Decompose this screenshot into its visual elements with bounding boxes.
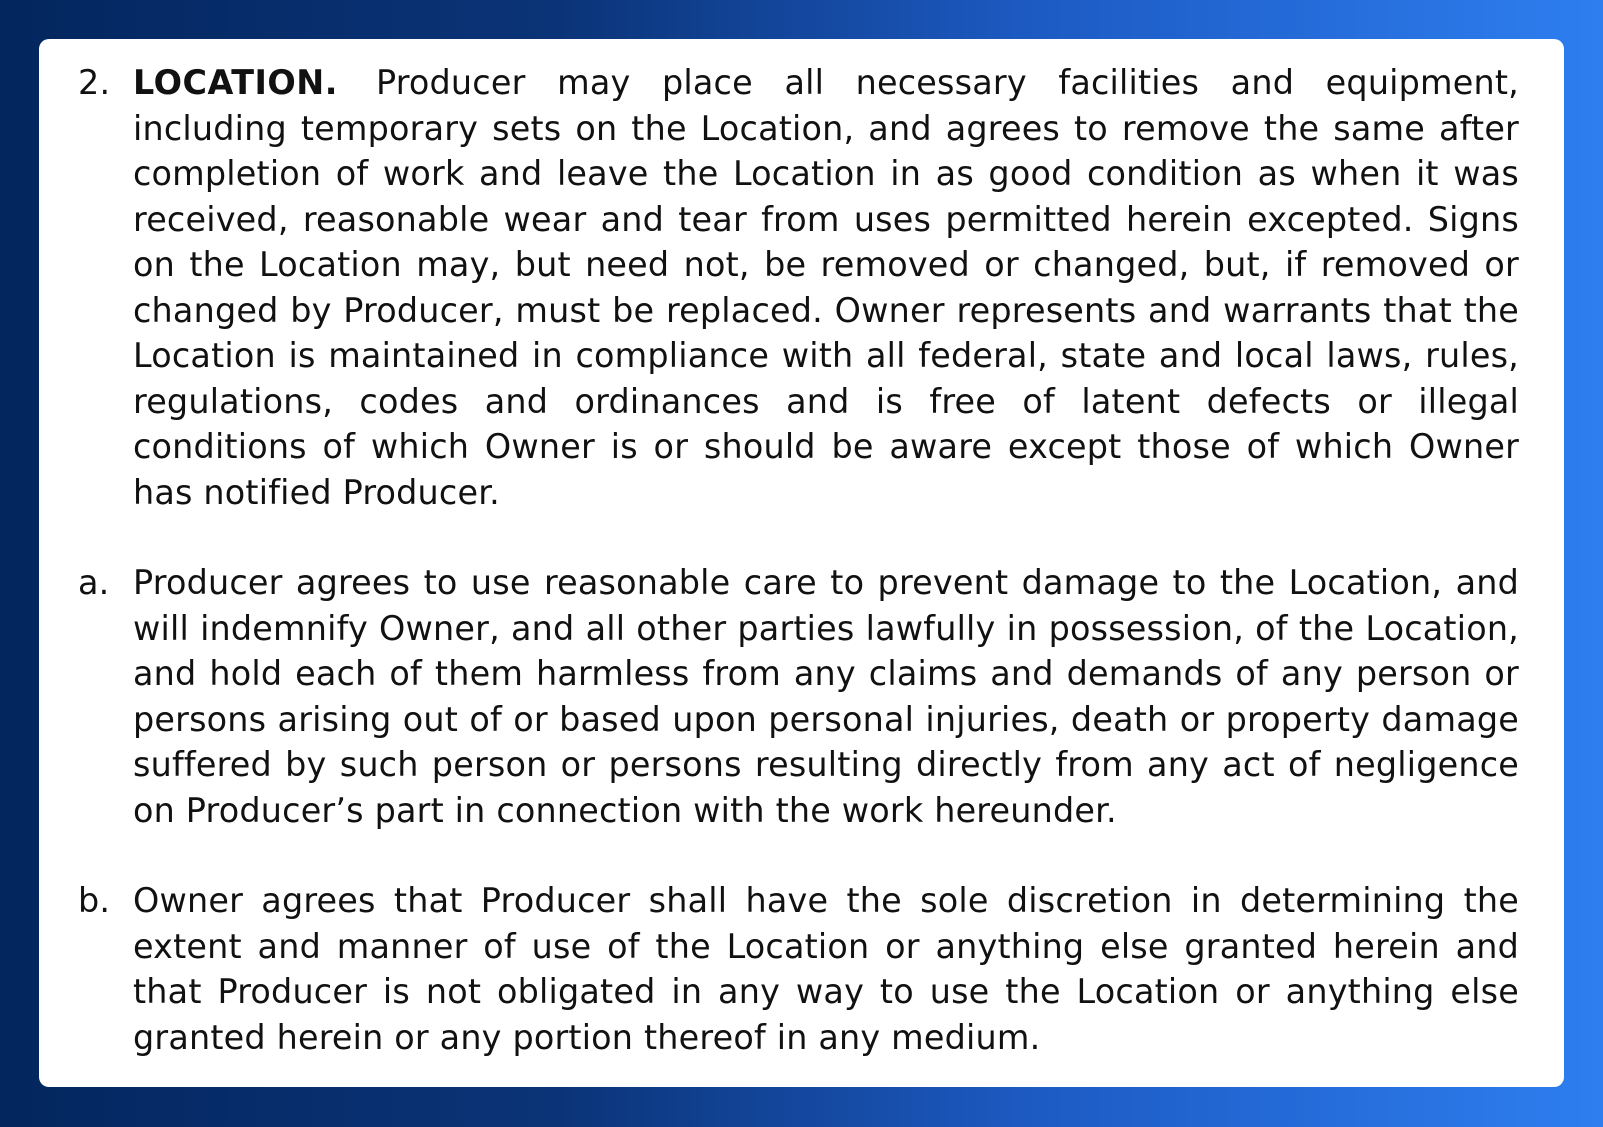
subclause-marker: b. (78, 881, 111, 920)
subclause-text: Owner agrees that Producer shall have the sole discretion in determining the extent and manner of use of the Location or anything else granted herein and that Producer is not obligated in any way to use the Location or anything else granted herein or any portion thereof in any medium. (133, 881, 1519, 1057)
document-card (39, 39, 1564, 1087)
subclause-marker: a. (78, 563, 110, 602)
subclause-text: Producer agrees to use reasonable care to prevent damage to the Location, and will indemnify Owner, and all other parties lawfully in possession, of the Location, and hold each of them harmless from any claims and demands of any person or persons arising out of or based upon personal injuries, death or property damage suffered by such person or persons resulting directly from any act of negligence on Producer’s part in connection with the work hereunder. (133, 563, 1519, 830)
clause-location (78, 60, 1519, 515)
clause-text: Producer may place all necessary facilities and equipment, including temporary sets on the Location, and agrees to remove the same after completion of work and leave the Location in as good condition as when it was received, reasonable wear and tear from uses permitted herein excepted. Signs on the Location may, but need not, be removed or changed, but, if removed or changed by Producer, must be replaced. Owner represents and warrants that the Location is maintained in compliance with all federal, state and local laws, rules, regulations, codes and ordinances and is free of latent defects or illegal conditions of which Owner is or should be aware except those of which Owner has notified Producer. (133, 63, 1519, 512)
subclause-a (78, 560, 1519, 833)
subclause-b (78, 878, 1519, 1060)
clause-number: 2. (78, 63, 111, 102)
clause-body (133, 60, 1519, 515)
clause-heading: LOCATION. (133, 63, 338, 102)
